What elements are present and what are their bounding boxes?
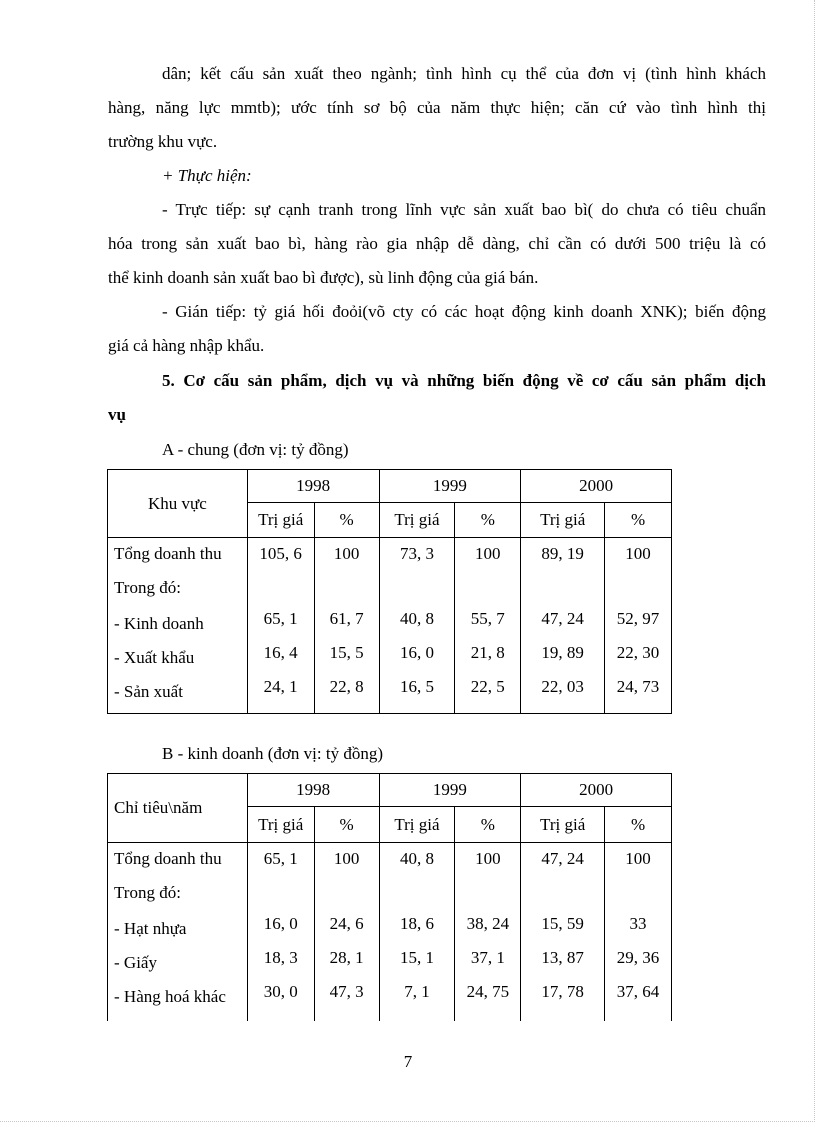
table-b-caption: B - kinh doanh (đơn vị: tỷ đồng) (162, 744, 383, 763)
cell: 100 (605, 538, 672, 572)
cell (455, 572, 521, 606)
year-header: 1998 (247, 470, 379, 503)
row-label: - Giấy (108, 945, 248, 979)
cell: 89, 19 (521, 538, 605, 572)
sub-header: Trị giá (521, 807, 605, 843)
cell: 7, 1 (379, 979, 455, 1021)
table-row (108, 572, 672, 606)
cell: 22, 30 (605, 640, 672, 674)
sub-header: % (605, 807, 672, 843)
sub-header: Trị giá (379, 807, 455, 843)
cell (379, 877, 455, 911)
cell: 22, 03 (521, 674, 605, 714)
year-header: 1999 (379, 774, 521, 807)
table-row (108, 945, 672, 979)
row-label: Trong đó: (108, 877, 248, 911)
table-row (108, 911, 672, 945)
year-header: 1999 (379, 470, 521, 503)
table-row (108, 843, 672, 877)
paragraph-line: - Gián tiếp: tỷ giá hối đoỏi(võ cty có các hoạt động kinh doanh XNK); biến động (162, 302, 766, 321)
cell (247, 572, 314, 606)
cell: 100 (455, 843, 521, 877)
cell: 16, 5 (379, 674, 455, 714)
cell: 100 (314, 843, 379, 877)
sub-header: % (455, 807, 521, 843)
table-row (108, 538, 672, 572)
cell: 29, 36 (605, 945, 672, 979)
cell: 65, 1 (247, 606, 314, 640)
cell: 73, 3 (379, 538, 455, 572)
sub-header: % (314, 503, 379, 538)
table-b (107, 773, 672, 1021)
paragraph-line: trường khu vực. (108, 132, 218, 151)
cell: 16, 0 (379, 640, 455, 674)
cell (314, 572, 379, 606)
table-row (108, 640, 672, 674)
paragraph-line: dân; kết cấu sản xuất theo ngành; tình hình cụ thể của đơn vị (tình hình khách (162, 64, 766, 83)
sub-header: % (455, 503, 521, 538)
cell: 52, 97 (605, 606, 672, 640)
cell: 100 (314, 538, 379, 572)
subheading-thuc-hien: + Thực hiện: (162, 166, 252, 185)
cell: 61, 7 (314, 606, 379, 640)
cell: 24, 6 (314, 911, 379, 945)
cell: 30, 0 (247, 979, 314, 1021)
sub-header: Trị giá (521, 503, 605, 538)
cell: 47, 24 (521, 843, 605, 877)
cell: 15, 5 (314, 640, 379, 674)
cell: 38, 24 (455, 911, 521, 945)
sub-header: % (314, 807, 379, 843)
row-header-cell: Khu vực (108, 470, 248, 538)
row-label: - Sản xuất (108, 674, 248, 714)
table-row (108, 674, 672, 714)
cell: 55, 7 (455, 606, 521, 640)
cell (455, 877, 521, 911)
year-header: 2000 (521, 774, 672, 807)
cell (605, 877, 672, 911)
cell: 24, 75 (455, 979, 521, 1021)
cell: 105, 6 (247, 538, 314, 572)
cell: 100 (455, 538, 521, 572)
row-label: Tổng doanh thu (108, 538, 248, 572)
section-heading: vụ (108, 405, 126, 424)
table-row (108, 606, 672, 640)
table-a-caption: A - chung (đơn vị: tỷ đồng) (162, 440, 349, 459)
cell: 21, 8 (455, 640, 521, 674)
paragraph-line: thể kinh doanh sản xuất bao bì được), sù linh động của giá bán. (108, 268, 539, 287)
cell: 47, 3 (314, 979, 379, 1021)
cell: 22, 5 (455, 674, 521, 714)
cell: 15, 59 (521, 911, 605, 945)
row-header-cell: Chỉ tiêu\năm (108, 774, 248, 843)
cell: 37, 64 (605, 979, 672, 1021)
paragraph-line: hàng, năng lực mmtb); ước tính sơ bộ của năm thực hiện; căn cứ vào tình hình thị (108, 98, 766, 117)
cell: 24, 73 (605, 674, 672, 714)
cell (521, 877, 605, 911)
cell (314, 877, 379, 911)
cell: 33 (605, 911, 672, 945)
cell: 13, 87 (521, 945, 605, 979)
cell: 22, 8 (314, 674, 379, 714)
cell (247, 877, 314, 911)
paragraph-line: giá cả hàng nhập khẩu. (108, 336, 265, 355)
section-heading: 5. Cơ cấu sản phẩm, dịch vụ và những biến động về cơ cấu sản phẩm dịch (162, 371, 766, 390)
cell: 19, 89 (521, 640, 605, 674)
cell: 47, 24 (521, 606, 605, 640)
cell (521, 572, 605, 606)
cell: 15, 1 (379, 945, 455, 979)
sub-header: Trị giá (247, 503, 314, 538)
row-label: - Hạt nhựa (108, 911, 248, 945)
table-row (108, 877, 672, 911)
row-label: - Kinh doanh (108, 606, 248, 640)
year-header: 1998 (247, 774, 379, 807)
cell: 65, 1 (247, 843, 314, 877)
cell: 18, 3 (247, 945, 314, 979)
cell: 37, 1 (455, 945, 521, 979)
page-number: 7 (403, 1052, 413, 1071)
cell (605, 572, 672, 606)
row-label: Tổng doanh thu (108, 843, 248, 877)
cell (379, 572, 455, 606)
cell: 16, 0 (247, 911, 314, 945)
sub-header: Trị giá (379, 503, 455, 538)
row-label: - Hàng hoá khác (108, 979, 248, 1021)
table-row (108, 979, 672, 1021)
row-label: - Xuất khẩu (108, 640, 248, 674)
paragraph-line: hóa trong sản xuất bao bì, hàng rào gia nhập dễ dàng, chỉ cần có dưới 500 triệu là có (108, 234, 766, 253)
cell: 100 (605, 843, 672, 877)
year-header: 2000 (521, 470, 672, 503)
cell: 18, 6 (379, 911, 455, 945)
cell: 17, 78 (521, 979, 605, 1021)
sub-header: Trị giá (247, 807, 314, 843)
cell: 28, 1 (314, 945, 379, 979)
sub-header: % (605, 503, 672, 538)
table-a (107, 469, 672, 714)
row-label: Trong đó: (108, 572, 248, 606)
cell: 24, 1 (247, 674, 314, 714)
cell: 40, 8 (379, 606, 455, 640)
paragraph-line: - Trực tiếp: sự cạnh tranh trong lĩnh vực sản xuất bao bì( do chưa có tiêu chuẩn (162, 200, 766, 219)
cell: 16, 4 (247, 640, 314, 674)
cell: 40, 8 (379, 843, 455, 877)
